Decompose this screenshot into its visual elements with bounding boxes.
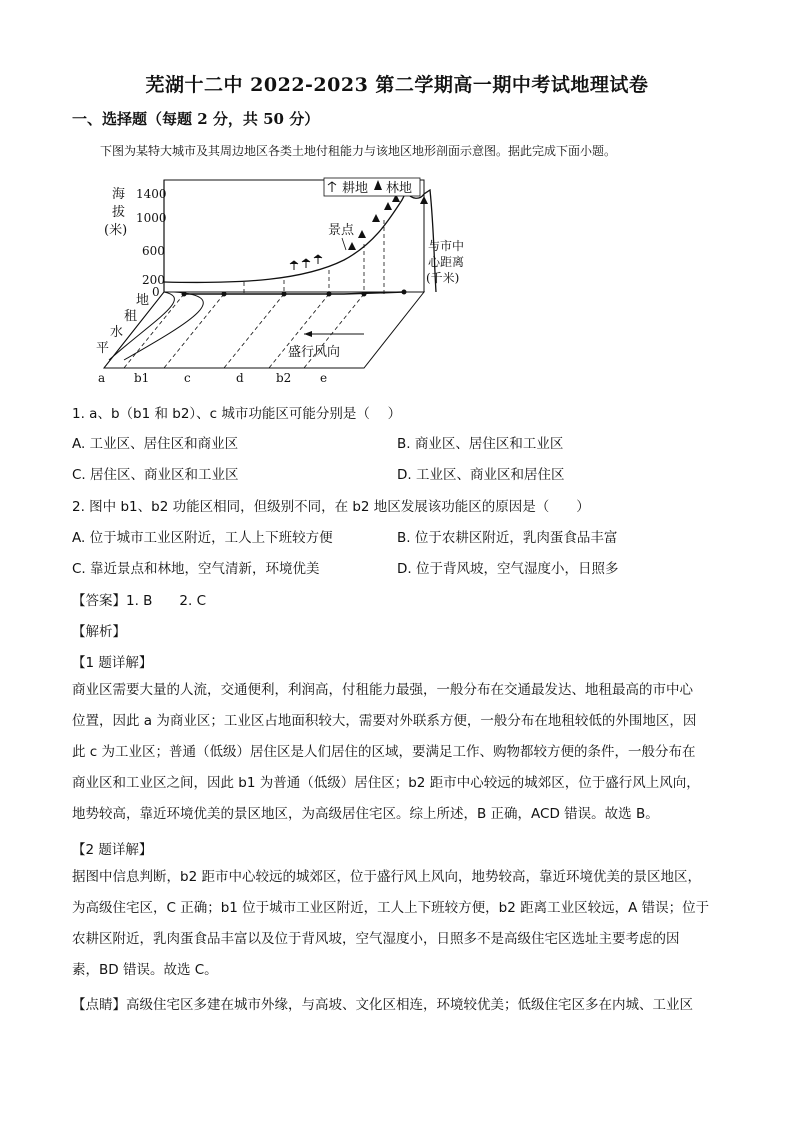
tip-line xyxy=(72,993,693,1013)
detail-2-line: 素，BD 错误。故选 C。 xyxy=(72,962,218,978)
detail-1-tag: 【1 题详解】 xyxy=(72,655,153,671)
x-label-part: 心距离 xyxy=(428,255,465,269)
zone-label: e xyxy=(320,371,328,385)
question-2-stem: 2. 图中 b1、b2 功能区相同，但级别不同，在 b2 地区发展该功能区的原因是（ ） xyxy=(72,499,590,515)
detail-2-line: 为高级住宅区，C 正确；b1 位于城市工业区附近，工人上下班较方便，b2 距离工业区较远，A 错误；位于 xyxy=(72,900,710,916)
y-tick: 200 xyxy=(142,273,165,287)
q1-option-a[interactable]: A. 工业区、居住区和商业区 xyxy=(72,436,239,452)
q2-option-a[interactable]: A. 位于城市工业区附近，工人上下班较方便 xyxy=(72,530,333,546)
answer-tag: 【答案】 xyxy=(72,593,126,609)
detail-1-line: 位置，因此 a 为商业区；工业区占地面积较大，需要对外联系方便，一般分布在地租较低的外围地区，因 xyxy=(72,713,697,729)
y-label-part: 海 xyxy=(112,187,126,202)
answer-line xyxy=(72,589,206,609)
y-axis-ticks xyxy=(136,187,167,299)
zone-label: d xyxy=(236,371,244,385)
zone-label: c xyxy=(184,371,191,385)
legend-farmland: 耕地 xyxy=(342,181,369,196)
question-intro: 下图为某特大城市及其周边地区各类土地付租能力与该地区地形剖面示意图。据此完成下面小题。 xyxy=(100,144,617,158)
rent-terrain-figure xyxy=(84,170,504,390)
detail-2-line: 农耕区附近，乳肉蛋食品丰富以及位于背风坡，空气湿度小，日照多不是高级住宅区选址主要考虑的因 xyxy=(72,931,680,947)
y-tick: 1000 xyxy=(136,211,167,225)
q1-option-c[interactable]: C. 居住区、商业区和工业区 xyxy=(72,467,239,483)
y-tick: 600 xyxy=(142,244,165,258)
forest-icons xyxy=(348,194,428,250)
detail-1-line: 此 c 为工业区；普通（低级）居住区是人们居住的区域，要满足工作、购物都较方便的条件，一般分布在 xyxy=(72,744,696,760)
tip-tag: 【点睛】 xyxy=(72,997,126,1013)
legend-forest: 林地 xyxy=(386,181,413,196)
rent-label xyxy=(96,292,149,356)
q2-option-d[interactable]: D. 位于背风坡，空气湿度小，日照多 xyxy=(397,561,619,577)
q2-option-b[interactable]: B. 位于农耕区附近，乳肉蛋食品丰富 xyxy=(397,530,618,546)
q1-option-b[interactable]: B. 商业区、居住区和工业区 xyxy=(397,436,564,452)
zone-label: a xyxy=(98,371,106,385)
wind-label: 盛行风向 xyxy=(288,345,341,360)
zone-labels xyxy=(98,371,327,385)
zone-label: b1 xyxy=(134,371,150,385)
y-tick: 1400 xyxy=(136,187,167,201)
zone-label: b2 xyxy=(276,371,292,385)
detail-2-line: 据图中信息判断，b2 距市中心较远的城郊区，位于盛行风上风向，地势较高，靠近环境优美的景区地区， xyxy=(72,869,701,885)
analysis-tag: 【解析】 xyxy=(72,624,126,640)
detail-2-tag: 【2 题详解】 xyxy=(72,842,153,858)
y-tick: 0 xyxy=(152,285,160,299)
y-axis-label xyxy=(104,187,127,238)
rent-label-part: 租 xyxy=(124,309,138,324)
scenic-label: 景点 xyxy=(328,223,355,238)
wind-arrowhead xyxy=(304,331,312,337)
section-heading: 一、选择题（每题 2 分，共 50 分） xyxy=(72,110,320,128)
detail-1-line: 商业区需要大量的人流，交通便利，利润高，付租能力最强，一般分布在交通最发达、地租最高的市中心 xyxy=(72,682,693,698)
detail-1-line: 地势较高，靠近环境优美的景区地区，为高级居住宅区。综上所述，B 正确，ACD 错误。故选 B。 xyxy=(72,806,659,822)
detail-1-line: 商业区和工业区之间，因此 b1 为普通（低级）居住区；b2 距市中心较远的城郊区，位于盛行风上风向， xyxy=(72,775,700,791)
answer-text: 1. B 2. C xyxy=(126,593,207,609)
farmland-icons xyxy=(290,255,322,270)
page-title: 芜湖十二中 2022-2023 第二学期高一期中考试地理试卷 xyxy=(145,74,649,96)
x-label-part: (千米) xyxy=(426,271,460,285)
rent-label-part: 平 xyxy=(96,341,110,356)
detail-1-text xyxy=(72,675,722,830)
x-label-part: 与市中 xyxy=(428,239,465,253)
rent-label-part: 地 xyxy=(136,293,150,308)
y-label-part: 拔 xyxy=(112,205,126,220)
terrain-profile xyxy=(164,190,436,292)
rent-label-part: 水 xyxy=(110,325,124,340)
tip-text: 高级住宅区多建在城市外缘，与高坡、文化区相连，环境较优美；低级住宅区多在内城、工业区 xyxy=(126,997,693,1013)
q1-option-d[interactable]: D. 工业区、商业区和居住区 xyxy=(397,467,565,483)
y-label-part: (米) xyxy=(104,223,128,238)
detail-2-text xyxy=(72,862,722,986)
question-1-stem: 1. a、b（b1 和 b2）、c 城市功能区可能分别是（ ） xyxy=(72,406,402,422)
x-axis-label xyxy=(426,238,464,285)
q2-option-c[interactable]: C. 靠近景点和林地，空气清新，环境优美 xyxy=(72,561,320,577)
